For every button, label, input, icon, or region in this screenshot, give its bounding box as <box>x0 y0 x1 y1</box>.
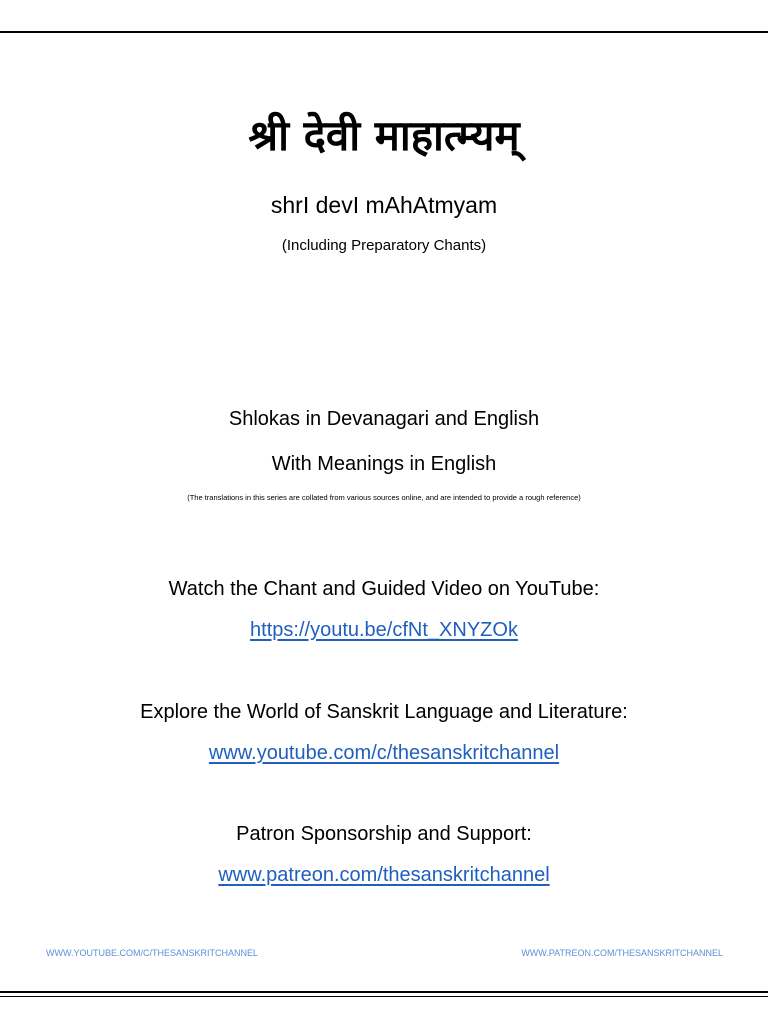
patreon-link-row <box>0 861 768 889</box>
footer-rule-thin <box>0 996 768 997</box>
title-transliteration: shrI devI mAhAtmyam <box>270 192 498 218</box>
translation-disclaimer: (The translations in this series are collated from various sources online, and are intended to provide a rough reference) <box>187 493 581 502</box>
description-line-2: With Meanings in English <box>271 453 497 475</box>
video-link-row <box>0 616 768 644</box>
video-heading: Watch the Chant and Guided Video on YouTube: <box>168 578 600 600</box>
footer-patreon-link[interactable]: WWW.PATREON.COM/THESANSKRITCHANNEL <box>521 948 723 958</box>
description-line-1: Shlokas in Devanagari and English <box>228 408 540 430</box>
subtitle: (Including Preparatory Chants) <box>281 237 487 254</box>
header-rule <box>0 31 768 33</box>
channel-link-row <box>0 739 768 767</box>
youtube-video-link[interactable]: https://youtu.be/cfNt_XNYZOk <box>250 619 518 641</box>
patreon-link[interactable]: www.patreon.com/thesanskritchannel <box>218 864 550 886</box>
footer-youtube-link[interactable]: WWW.YOUTUBE.COM/C/THESANSKRITCHANNEL <box>46 948 259 958</box>
youtube-channel-link[interactable]: www.youtube.com/c/thesanskritchannel <box>208 742 560 764</box>
patron-heading: Patron Sponsorship and Support: <box>236 823 532 845</box>
title-devanagari: श्री देवी माहात्म्यम् <box>248 111 520 160</box>
explore-heading: Explore the World of Sanskrit Language and Literature: <box>140 701 628 723</box>
footer-rule-thick <box>0 991 768 993</box>
